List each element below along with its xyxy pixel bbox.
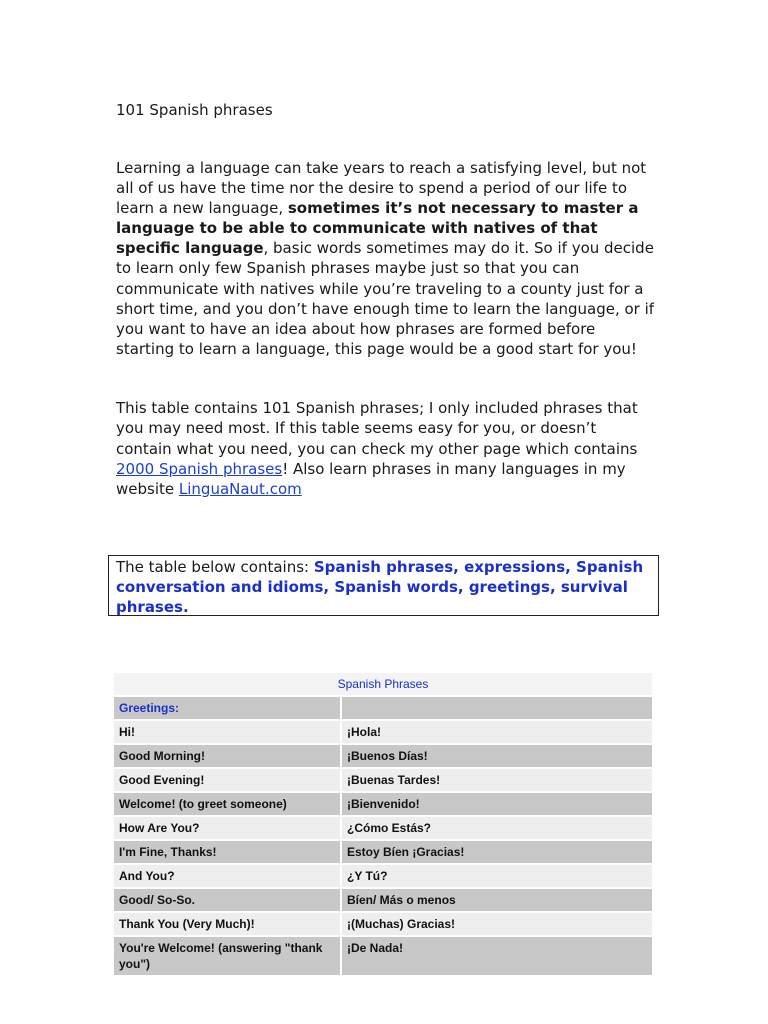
- spanish-phrase-cell: ¡Buenos Días!: [342, 745, 652, 767]
- intro-text-1: Learning a language can take years to reach a satisfying level, but not all of us have the time nor the desire to spend a period of our life to learn a new language,: [116, 159, 647, 218]
- english-phrase-cell: You're Welcome! (answering "thank you"): [114, 937, 340, 975]
- table-row: [114, 865, 652, 887]
- table-row: [114, 817, 652, 839]
- table-row: [114, 793, 652, 815]
- spanish-phrases-table: [112, 671, 654, 977]
- english-phrase-cell: Good Morning!: [114, 745, 340, 767]
- table-description-paragraph: [116, 398, 656, 499]
- english-phrase-cell: I'm Fine, Thanks!: [114, 841, 340, 863]
- spanish-phrase-cell: ¡Hola!: [342, 721, 652, 743]
- english-phrase-cell: And You?: [114, 865, 340, 887]
- english-phrase-cell: Good Evening!: [114, 769, 340, 791]
- table-row: [114, 745, 652, 767]
- spanish-phrases-2000-link[interactable]: 2000 Spanish phrases: [116, 459, 283, 478]
- spanish-phrase-cell: Estoy Bíen ¡Gracias!: [342, 841, 652, 863]
- table-row: [114, 889, 652, 911]
- intro-bold-text: sometimes it’s not necessary to master a language to be able to communicate with natives of that specific language: [116, 199, 639, 258]
- english-phrase-cell: Thank You (Very Much)!: [114, 913, 340, 935]
- spanish-phrase-cell: ¿Cómo Estás?: [342, 817, 652, 839]
- linguanaut-link[interactable]: LinguaNaut.com: [178, 480, 302, 499]
- spanish-phrase-cell: Bíen/ Más o menos: [342, 889, 652, 911]
- spanish-phrase-cell: ¡(Muchas) Gracias!: [342, 913, 652, 935]
- category-row: [114, 697, 652, 719]
- table-row: [114, 721, 652, 743]
- category-label: Greetings:: [114, 697, 340, 719]
- table-header: Spanish Phrases: [114, 673, 652, 695]
- page-title: 101 Spanish phrases: [116, 101, 273, 119]
- category-empty-cell: [342, 697, 652, 719]
- spanish-phrase-cell: ¡Buenas Tardes!: [342, 769, 652, 791]
- para2-text-2: ! Also learn phrases in many languages in my website: [116, 459, 626, 499]
- english-phrase-cell: Welcome! (to greet someone): [114, 793, 340, 815]
- table-row: [114, 913, 652, 935]
- english-phrase-cell: Good/ So-So.: [114, 889, 340, 911]
- table-contents-box: [108, 555, 659, 616]
- para2-text-1: This table contains 101 Spanish phrases; I only included phrases that you may need most. If this table seems easy for you, or doesn’t contain what you need, you can check my other page which contains: [116, 399, 638, 458]
- table-header-row: [114, 673, 652, 695]
- intro-paragraph: [116, 158, 656, 359]
- spanish-phrase-cell: ¡De Nada!: [342, 937, 652, 975]
- table-row: [114, 841, 652, 863]
- spanish-phrase-cell: ¿Y Tú?: [342, 865, 652, 887]
- table-row: [114, 769, 652, 791]
- contents-label: The table below contains:: [116, 558, 314, 576]
- english-phrase-cell: Hi!: [114, 721, 340, 743]
- contents-topics: Spanish phrases, expressions, Spanish conversation and idioms, Spanish words, greetings, survival phrases.: [116, 558, 644, 616]
- intro-text-2: , basic words sometimes may do it. So if you decide to learn only few Spanish phrases maybe just so that you can communicate with natives while you’re traveling to a county just for a short time, and you don’t have enough time to learn the language, or if you want to have an idea about how phrases are formed before starting to learn a language, this page would be a good start for you!: [116, 239, 655, 358]
- table-row: [114, 937, 652, 975]
- english-phrase-cell: How Are You?: [114, 817, 340, 839]
- spanish-phrase-cell: ¡Bienvenido!: [342, 793, 652, 815]
